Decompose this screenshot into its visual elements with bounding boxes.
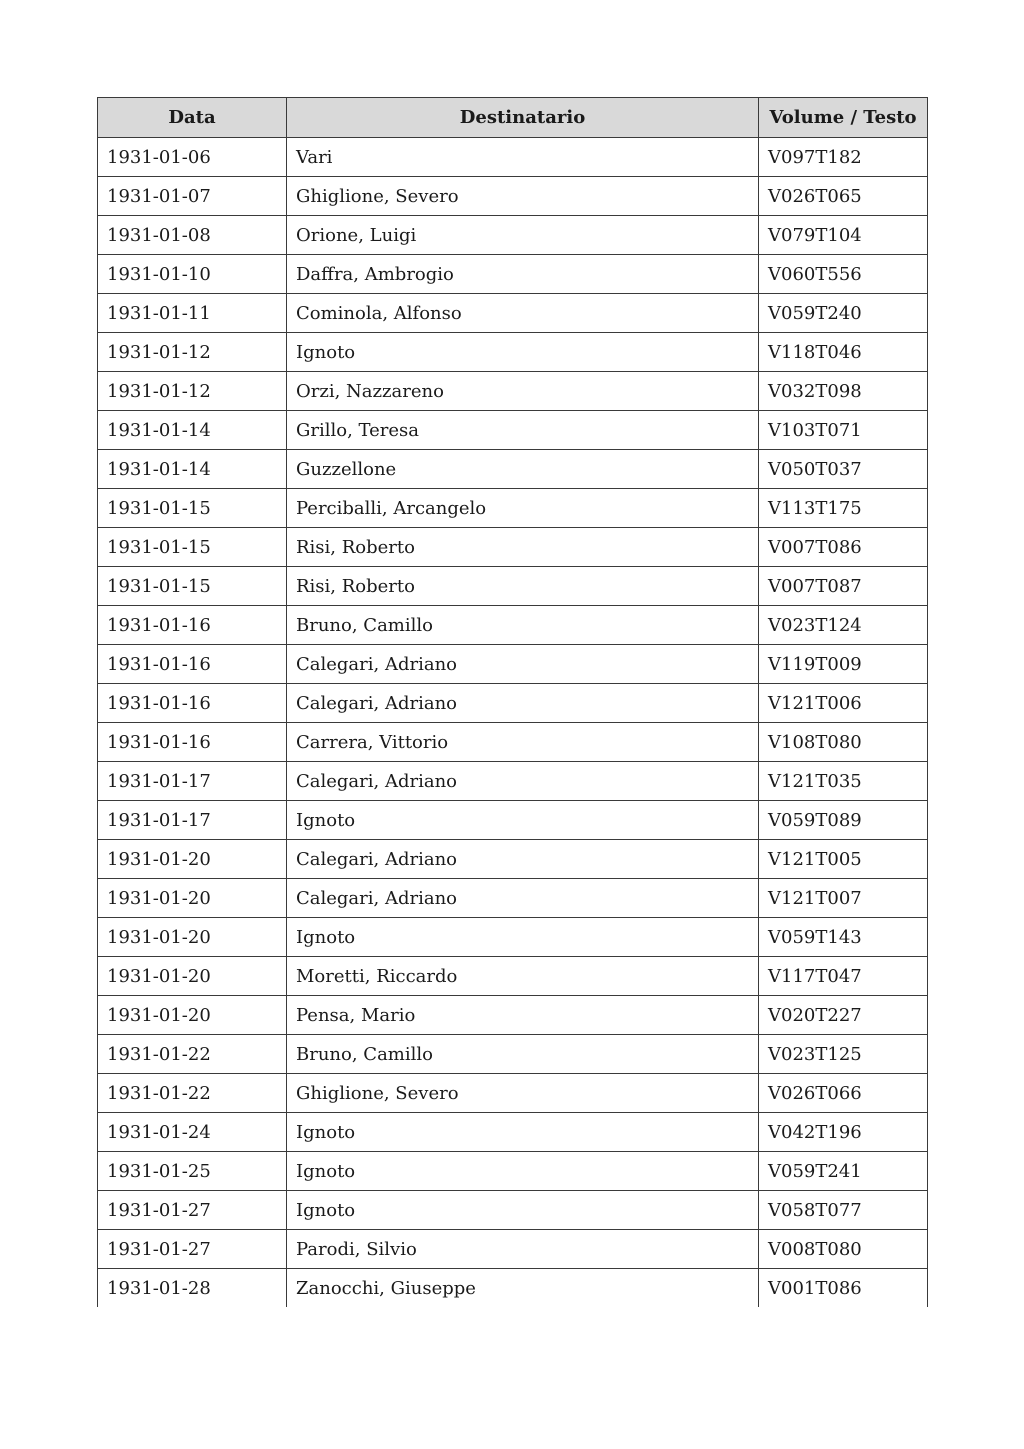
cell-volume-text: V050T037	[759, 450, 928, 489]
cell-recipient: Orzi, Nazzareno	[287, 372, 759, 411]
cell-date: 1931-01-17	[98, 762, 287, 801]
table-row	[98, 450, 928, 489]
cell-recipient: Ignoto	[287, 1191, 759, 1230]
cell-date: 1931-01-17	[98, 801, 287, 840]
cell-recipient: Daffra, Ambrogio	[287, 255, 759, 294]
cell-volume-text: V117T047	[759, 957, 928, 996]
cell-recipient: Calegari, Adriano	[287, 879, 759, 918]
cell-volume-text: V060T556	[759, 255, 928, 294]
column-header-volume-text: Volume / Testo	[759, 98, 928, 138]
cell-date: 1931-01-15	[98, 567, 287, 606]
table-row	[98, 1113, 928, 1152]
cell-recipient: Ignoto	[287, 1113, 759, 1152]
table-header-row	[98, 98, 928, 138]
cell-recipient: Risi, Roberto	[287, 567, 759, 606]
table-row	[98, 723, 928, 762]
table-row	[98, 333, 928, 372]
cell-volume-text: V026T065	[759, 177, 928, 216]
cell-date: 1931-01-20	[98, 918, 287, 957]
cell-date: 1931-01-08	[98, 216, 287, 255]
cell-recipient: Vari	[287, 138, 759, 177]
cell-date: 1931-01-25	[98, 1152, 287, 1191]
cell-recipient: Ghiglione, Severo	[287, 1074, 759, 1113]
cell-volume-text: V118T046	[759, 333, 928, 372]
cell-recipient: Perciballi, Arcangelo	[287, 489, 759, 528]
cell-recipient: Ignoto	[287, 1152, 759, 1191]
cell-volume-text: V108T080	[759, 723, 928, 762]
cell-volume-text: V121T005	[759, 840, 928, 879]
cell-volume-text: V007T087	[759, 567, 928, 606]
cell-date: 1931-01-16	[98, 606, 287, 645]
cell-volume-text: V032T098	[759, 372, 928, 411]
cell-volume-text: V079T104	[759, 216, 928, 255]
table-row	[98, 1269, 928, 1308]
cell-recipient: Moretti, Riccardo	[287, 957, 759, 996]
table-row	[98, 411, 928, 450]
table-row	[98, 879, 928, 918]
cell-date: 1931-01-10	[98, 255, 287, 294]
cell-recipient: Calegari, Adriano	[287, 684, 759, 723]
cell-volume-text: V103T071	[759, 411, 928, 450]
table-row	[98, 372, 928, 411]
cell-recipient: Ignoto	[287, 333, 759, 372]
table-row	[98, 567, 928, 606]
table-body	[98, 138, 928, 1308]
cell-volume-text: V007T086	[759, 528, 928, 567]
cell-volume-text: V008T080	[759, 1230, 928, 1269]
table-row	[98, 1191, 928, 1230]
cell-volume-text: V059T241	[759, 1152, 928, 1191]
cell-recipient: Guzzellone	[287, 450, 759, 489]
cell-date: 1931-01-11	[98, 294, 287, 333]
cell-recipient: Carrera, Vittorio	[287, 723, 759, 762]
cell-recipient: Pensa, Mario	[287, 996, 759, 1035]
cell-volume-text: V121T035	[759, 762, 928, 801]
cell-date: 1931-01-24	[98, 1113, 287, 1152]
cell-date: 1931-01-12	[98, 333, 287, 372]
table-row	[98, 1152, 928, 1191]
table-row	[98, 138, 928, 177]
cell-volume-text: V121T007	[759, 879, 928, 918]
cell-volume-text: V121T006	[759, 684, 928, 723]
cell-date: 1931-01-12	[98, 372, 287, 411]
table-row	[98, 801, 928, 840]
cell-recipient: Calegari, Adriano	[287, 762, 759, 801]
table-row	[98, 216, 928, 255]
table-row	[98, 1074, 928, 1113]
table-row	[98, 606, 928, 645]
cell-recipient: Ignoto	[287, 918, 759, 957]
cell-date: 1931-01-20	[98, 840, 287, 879]
cell-volume-text: V020T227	[759, 996, 928, 1035]
cell-volume-text: V059T089	[759, 801, 928, 840]
cell-volume-text: V059T143	[759, 918, 928, 957]
cell-date: 1931-01-22	[98, 1035, 287, 1074]
cell-date: 1931-01-16	[98, 723, 287, 762]
cell-recipient: Bruno, Camillo	[287, 606, 759, 645]
cell-date: 1931-01-20	[98, 879, 287, 918]
cell-date: 1931-01-14	[98, 450, 287, 489]
table-row	[98, 294, 928, 333]
cell-recipient: Cominola, Alfonso	[287, 294, 759, 333]
cell-date: 1931-01-28	[98, 1269, 287, 1308]
cell-date: 1931-01-22	[98, 1074, 287, 1113]
column-header-date: Data	[98, 98, 287, 138]
cell-date: 1931-01-14	[98, 411, 287, 450]
cell-volume-text: V023T124	[759, 606, 928, 645]
table-row	[98, 762, 928, 801]
column-header-recipient: Destinatario	[287, 98, 759, 138]
table-row	[98, 996, 928, 1035]
cell-recipient: Grillo, Teresa	[287, 411, 759, 450]
table-row	[98, 840, 928, 879]
cell-recipient: Zanocchi, Giuseppe	[287, 1269, 759, 1308]
cell-recipient: Ghiglione, Severo	[287, 177, 759, 216]
cell-date: 1931-01-27	[98, 1230, 287, 1269]
cell-recipient: Parodi, Silvio	[287, 1230, 759, 1269]
table-row	[98, 177, 928, 216]
table-row	[98, 918, 928, 957]
cell-date: 1931-01-20	[98, 957, 287, 996]
table-row	[98, 1230, 928, 1269]
cell-date: 1931-01-16	[98, 684, 287, 723]
cell-date: 1931-01-15	[98, 489, 287, 528]
cell-date: 1931-01-27	[98, 1191, 287, 1230]
cell-recipient: Bruno, Camillo	[287, 1035, 759, 1074]
cell-recipient: Ignoto	[287, 801, 759, 840]
cell-recipient: Calegari, Adriano	[287, 645, 759, 684]
table-row	[98, 957, 928, 996]
cell-recipient: Orione, Luigi	[287, 216, 759, 255]
cell-volume-text: V026T066	[759, 1074, 928, 1113]
cell-volume-text: V058T077	[759, 1191, 928, 1230]
table-row	[98, 1035, 928, 1074]
cell-volume-text: V119T009	[759, 645, 928, 684]
cell-date: 1931-01-20	[98, 996, 287, 1035]
cell-recipient: Risi, Roberto	[287, 528, 759, 567]
cell-volume-text: V113T175	[759, 489, 928, 528]
table-row	[98, 528, 928, 567]
cell-recipient: Calegari, Adriano	[287, 840, 759, 879]
cell-volume-text: V097T182	[759, 138, 928, 177]
cell-volume-text: V023T125	[759, 1035, 928, 1074]
table-row	[98, 489, 928, 528]
cell-volume-text: V059T240	[759, 294, 928, 333]
table-row	[98, 255, 928, 294]
document-page	[97, 97, 927, 1307]
cell-volume-text: V001T086	[759, 1269, 928, 1308]
letters-table	[97, 97, 928, 1307]
cell-date: 1931-01-15	[98, 528, 287, 567]
table-row	[98, 645, 928, 684]
cell-date: 1931-01-06	[98, 138, 287, 177]
cell-volume-text: V042T196	[759, 1113, 928, 1152]
table-row	[98, 684, 928, 723]
cell-date: 1931-01-16	[98, 645, 287, 684]
cell-date: 1931-01-07	[98, 177, 287, 216]
